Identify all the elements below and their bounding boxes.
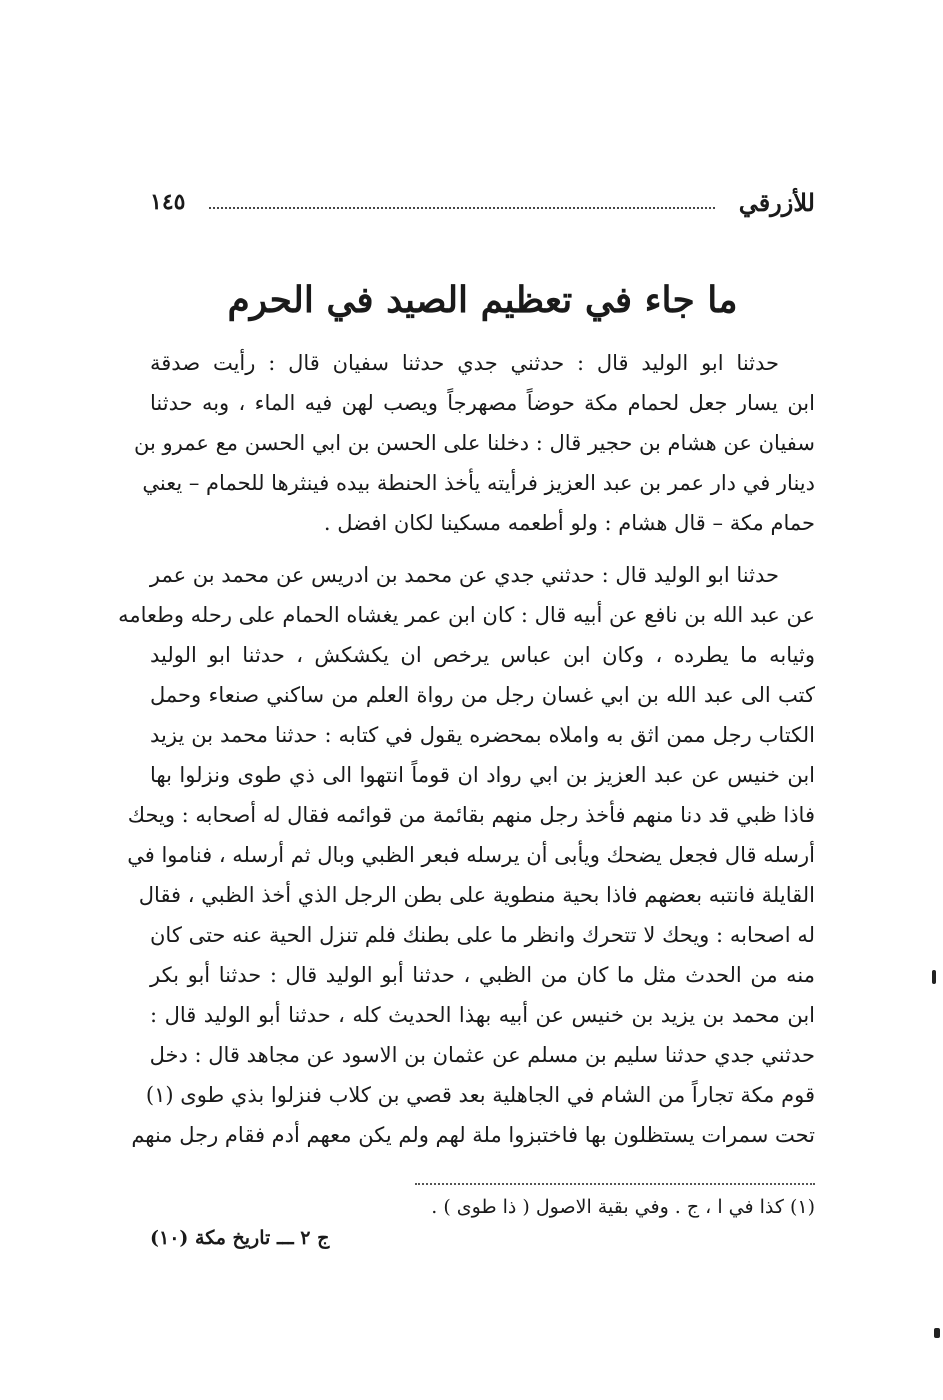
page-header	[150, 182, 815, 222]
printer-signature	[150, 1222, 380, 1254]
scan-speck	[932, 970, 936, 984]
signature-label: تاريخ مكة (١٠)	[150, 1227, 271, 1249]
text-line: سفيان عن هشام بن حجير قال : دخلنا على الحسن بن ابي الحسن مع عمرو بن	[134, 431, 815, 455]
footnote: (١) كذا في ا ، ج . وفي بقية الاصول ( ذا طوى ) .	[431, 1196, 815, 1218]
paragraph-1	[134, 343, 815, 543]
text-line: حدثني جدي حدثنا سليم بن مسلم عن عثمان بن الاسود عن مجاهد قال : دخل	[149, 1043, 815, 1067]
text-line: ابن يسار جعل لحمام مكة حوضاً مصهرجاً ويصب لهن فيه الماء ، وبه حدثنا	[150, 391, 815, 415]
text-line: له اصحابه : ويحك لا تتحرك وانظر ما على بطنك فلم تنزل الحية عنه حتى كان	[150, 923, 815, 947]
body-text	[118, 343, 815, 1167]
text-line: حدثنا ابو الوليد قال : حدثني جدي عن محمد بن ادريس عن محمد بن عمر	[149, 563, 779, 587]
text-line: عن عبد الله بن نافع عن أبيه قال : كان ابن عمر يغشاه الحمام على رحله وطعامه	[118, 603, 815, 627]
footnote-dotted-rule	[415, 1183, 815, 1185]
text-line: كتب الى عبد الله بن ابي غسان رجل من رواة العلم من ساكني صنعاء وحمل	[150, 683, 815, 707]
text-line: أرسله قال فجعل يضحك ويأبى أن يرسله فبعر الظبي وبال ثم أرسله ، فناموا في	[127, 843, 815, 867]
chapter-title: ما جاء في تعظيم الصيد في الحرم	[227, 279, 738, 321]
text-line: فاذا ظبي قد دنا منهم فأخذ رجل منهم بقائمة من قوائمه فقال له أصحابه : ويحك	[127, 803, 815, 827]
text-line: القايلة فانتبه بعضهم فاذا بحية منطوية على بطن الرجل الذي أخذ الظبي ، فقال	[138, 883, 815, 907]
text-line: قوم مكة تجاراً من الشام في الجاهلية بعد قصي بن كلاب فنزلوا بذي طوى (١)	[145, 1083, 815, 1107]
running-head: للأزرقي	[738, 187, 815, 217]
paragraph-2	[118, 555, 815, 1155]
text-line: ابن محمد بن يزيد بن خنيس عن أبيه بهذا الحديث كله ، حدثنا أبو الوليد قال :	[150, 1003, 815, 1027]
text-line: ابن خنيس عن عبد العزيز بن ابي رواد ان قوماً انتهوا الى ذي طوى ونزلوا بها	[150, 763, 815, 787]
text-line: تحت سمرات يستظلون بها فاختبزوا ملة لهم ولم يكن معهم أدم فقام رجل منهم	[131, 1123, 815, 1147]
scan-speck	[934, 1328, 940, 1338]
text-line: الكتاب رجل ممن اثق به واملاه بمحضره يقول في كتابه : حدثنا محمد بن يزيد	[150, 723, 815, 747]
text-line: حمام مكة – قال هشام : ولو أطعمه مسكينا لكان افضل .	[323, 511, 815, 535]
text-line: حدثنا ابو الوليد قال : حدثني جدي حدثنا سفيان قال : رأيت صدقة	[150, 351, 779, 375]
signature-volume: ج ٢	[300, 1227, 330, 1249]
text-line: دينار في دار عمر بن عبد العزيز فرأيته يأخذ الحنطة بيده فينثرها للحمام – يعني	[142, 471, 815, 495]
text-line: منه من الحدث مثل ما كان من الظبي ، حدثنا أبو الوليد قال : حدثنا أبو بكر	[150, 963, 815, 987]
text-line: وثيابه ما يطرده ، وكان ابن عباس يرخص ان يكشكش ، حدثنا ابو الوليد	[150, 643, 815, 667]
signature-dash: ـــ	[276, 1227, 294, 1249]
header-dotted-rule	[209, 207, 714, 209]
page-number: ١٤٥	[150, 189, 186, 215]
